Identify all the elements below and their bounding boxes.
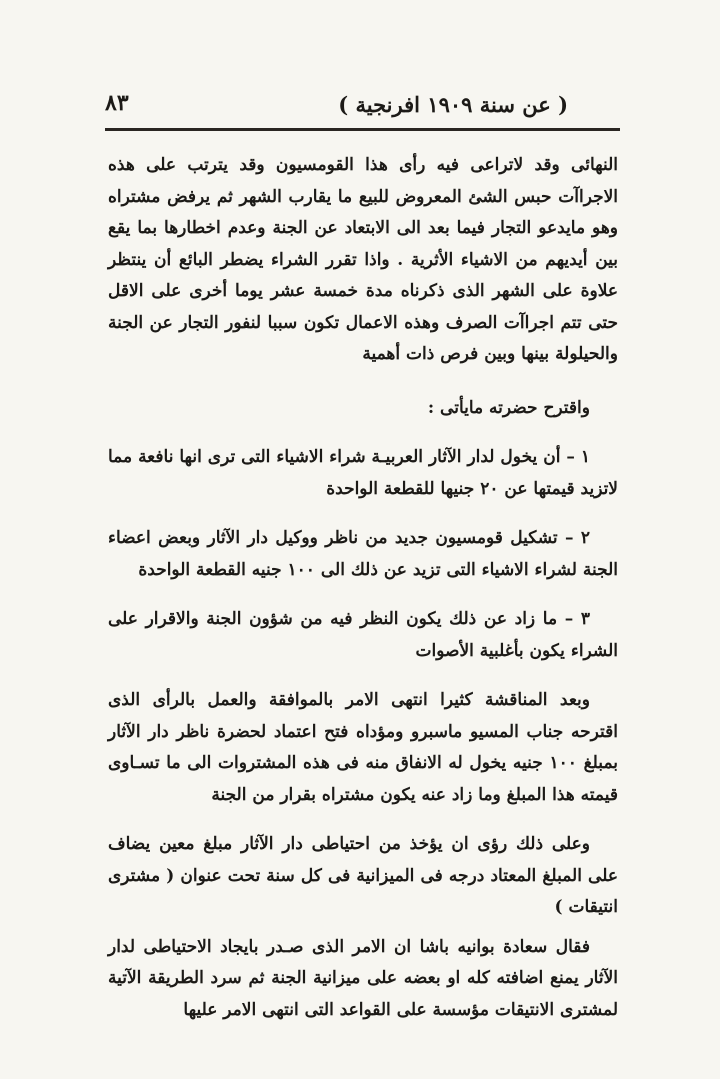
paragraph-proposal-intro: واقترح حضرته مايأتى : xyxy=(427,397,590,418)
page-header xyxy=(105,84,620,124)
paragraph-discussion: وبعد المناقشة كثيرا انتهى الامر بالموافقة والعمل بالرأى الذى اقترحه جناب المسيو ماسبرو ومؤداه فتح اعتماد لحضرة ناظر دار الآثار بمبلغ ١٠٠ جنيه يخول له الانفاق منه فى هذه المشتروات الى ما تسـاوى قيمته هذا المبلغ وما زاد عنه يكون مشتراه بقرار من الجنة xyxy=(108,690,618,805)
paragraph-item-3: ٣ – ما زاد عن ذلك يكون النظر فيه من شؤون الجنة والاقرار على الشراء يكون بأغلبية الأصوات xyxy=(108,609,618,661)
body-text xyxy=(108,150,618,1026)
paragraph-reserve: وعلى ذلك رؤى ان يؤخذ من احتياطى دار الآثار مبلغ معين يضاف على المبلغ المعتاد درجه فى الميزانية فى كل سنة تحت عنوان ( مشترى انتيقات ) xyxy=(108,834,618,917)
paragraph-item-2: ٢ – تشكيل قومسيون جديد من ناظر ووكيل دار الآثار وبعض اعضاء الجنة لشراء الاشياء التى تزيد عن ذلك الى ١٠٠ جنيه القطعة الواحدة xyxy=(108,528,618,580)
paragraph-continuation: النهائى وقد لاتراعى فيه رأى هذا القومسيون وقد يترتب على هذه الاجراآت حبس الشئ المعروض للبيع ما يقارب الشهر ثم يرفض مشتراه وهو مايدعو التجار فيما بعد الى الابتعاد عن الجنة وعدم اخطارها بما يقع بين أيديهم من الاشياء الأثرية . واذا تقرر الشراء يضطر البائع أن ينتظر علاوة على الشهر الذى ذكرناه مدة خمسة عشر يوما أخرى على الاقل حتى تتم اجراآت الصرف وهذه الاعمال تكون سببا لنفور التجار عن الجنة والحيلولة بينها وبين فرص ذات أهمية xyxy=(108,155,618,364)
running-head: ( عن سنة ١٩٠٩ افرنجية ) xyxy=(338,92,568,117)
header-rule xyxy=(105,128,620,131)
paragraph-pasha-statement: فقال سعادة بوانيه باشا ان الامر الذى صـدر بايجاد الاحتياطى لدار الآثار يمنع اضافته كله او بعضه على ميزانية الجنة ثم سرد الطريقة الآتية لمشترى الانتيقات مؤسسة على القواعد التى انتهى الامر عليها xyxy=(108,936,618,1020)
page-number: ٨٣ xyxy=(105,90,129,116)
paragraph-item-1: ١ – أن يخول لدار الآثار العربيـة شراء الاشياء التى ترى انها نافعة مما لاتزيد قيمتها عن ٢٠ جنيها للقطعة الواحدة xyxy=(108,447,618,499)
